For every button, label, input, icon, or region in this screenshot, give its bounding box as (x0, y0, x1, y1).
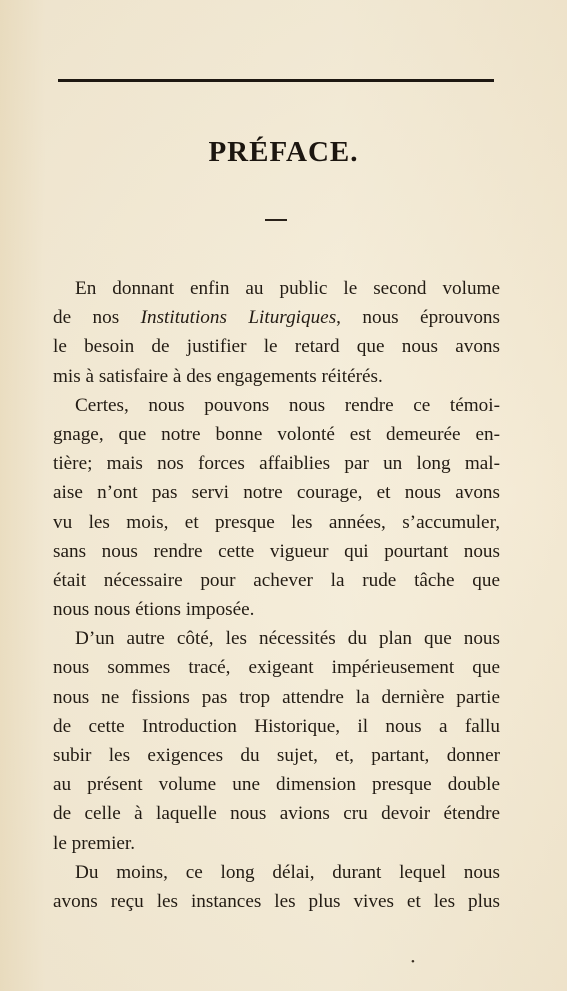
page-title: PRÉFACE. (208, 136, 359, 168)
text-line (53, 303, 500, 332)
signature-mark: • (411, 956, 415, 968)
text-line: D’un autre côté, les nécessités du plan que nous (75, 628, 500, 650)
text-line: vu les mois, et presque les années, s’accumuler, (53, 511, 500, 533)
text-line: aise n’ont pas servi notre courage, et nous avons (53, 482, 500, 504)
body-text (53, 274, 500, 916)
text-line: avons reçu les instances les plus vives et les plus (53, 890, 500, 912)
text-line: Certes, nous pouvons nous rendre ce témoi- (75, 394, 500, 416)
text-line: le premier. (53, 832, 136, 854)
text-line: sans nous rendre cette vigueur qui pourtant nous (53, 540, 500, 562)
text-line: nous nous étions imposée. (53, 599, 255, 621)
header-rule (58, 79, 494, 82)
text-line: subir les exigences du sujet, et, partant, donner (53, 745, 500, 766)
text-line: mis à satisfaire à des engagements réitérés. (53, 365, 383, 387)
text-line: nous ne fissions pas trop attendre la dernière partie (53, 686, 500, 708)
text-line: gnage, que notre bonne volonté est demeurée en- (53, 423, 500, 445)
text-line: de cette Introduction Historique, il nous a fallu (53, 715, 500, 737)
text-line: au présent volume une dimension presque double (53, 774, 500, 796)
text-fragment: de nos (53, 307, 120, 329)
text-line: Du moins, ce long délai, durant lequel nous (75, 861, 500, 883)
book-title-italic: Institutions Liturgiques (140, 307, 337, 329)
text-line: était nécessaire pour achever la rude tâche que (53, 569, 500, 591)
text-line: de celle à laquelle nous avions cru devoir étendre (53, 803, 500, 825)
text-line: tière; mais nos forces affaiblies par un long mal- (53, 453, 500, 475)
text-line: le besoin de justifier le retard que nous avons (53, 336, 500, 358)
text-line: nous sommes tracé, exigeant impérieusement que (53, 657, 500, 679)
text-line: En donnant enfin au public le second volume (75, 278, 500, 299)
title-divider (265, 219, 287, 221)
text-fragment: , nous éprouvons (336, 307, 500, 329)
